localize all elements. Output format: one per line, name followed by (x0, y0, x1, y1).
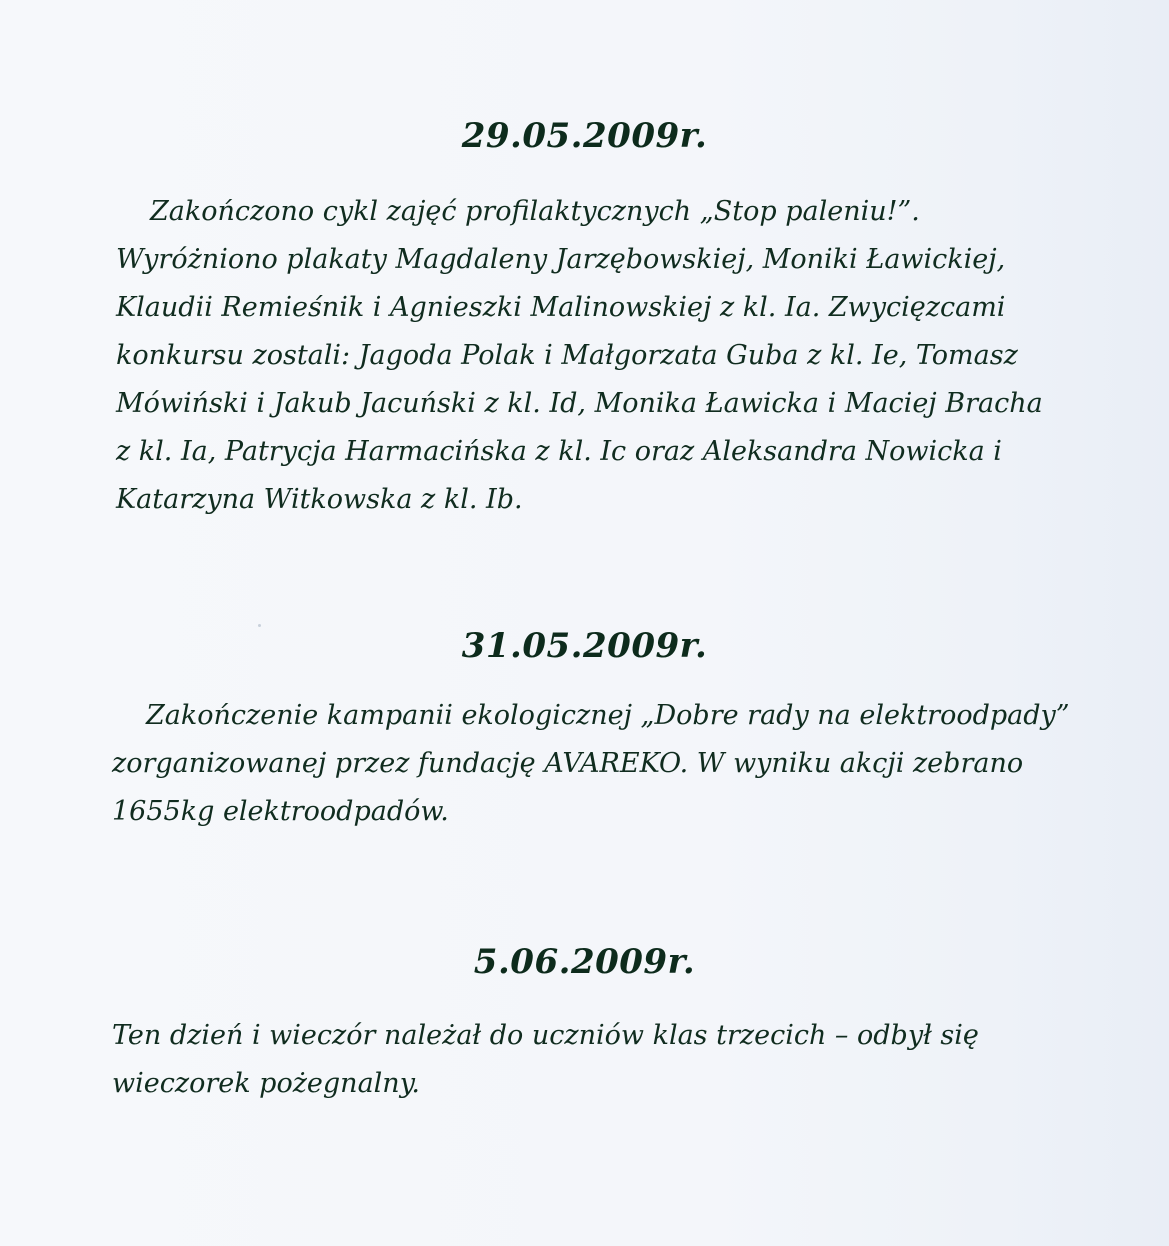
text-line: Klaudii Remieśnik i Agnieszki Malinowskiej z kl. Ia. Zwycięzcami (116, 292, 1006, 323)
text-line: zorganizowanej przez fundację AVAREKO. W wyniku akcji zebrano (112, 748, 1024, 779)
text-line: Zakończenie kampanii ekologicznej „Dobre rady na elektroodpady” (146, 700, 1070, 731)
text-line: 1655kg elektroodpadów. (112, 796, 449, 827)
text-line: konkursu zostali: Jagoda Polak i Małgorzata Guba z kl. Ie, Tomasz (116, 340, 1018, 371)
entry-date: 29.05.2009r. (461, 116, 708, 156)
text-line: Zakończono cykl zajęć profilaktycznych „Stop paleniu!”. (150, 196, 920, 227)
text-line: Katarzyna Witkowska z kl. Ib. (116, 484, 523, 515)
entry-date: 31.05.2009r. (461, 626, 708, 666)
text-line: Mówiński i Jakub Jacuński z kl. Id, Monika Ławicka i Maciej Bracha (116, 388, 1043, 419)
entry-date: 5.06.2009r. (473, 942, 696, 982)
entry-text (112, 692, 1070, 836)
text-line: z kl. Ia, Patrycja Harmacińska z kl. Ic oraz Aleksandra Nowicka i (116, 436, 1002, 467)
entry-text (112, 1012, 979, 1108)
text-line: wieczorek pożegnalny. (112, 1068, 420, 1099)
text-line: Ten dzień i wieczór należał do uczniów klas trzecich – odbył się (112, 1020, 979, 1051)
text-line: Wyróżniono plakaty Magdaleny Jarzębowskiej, Moniki Ławickiej, (116, 244, 1006, 275)
paper-speck (258, 624, 261, 627)
entry-text (116, 188, 1043, 524)
